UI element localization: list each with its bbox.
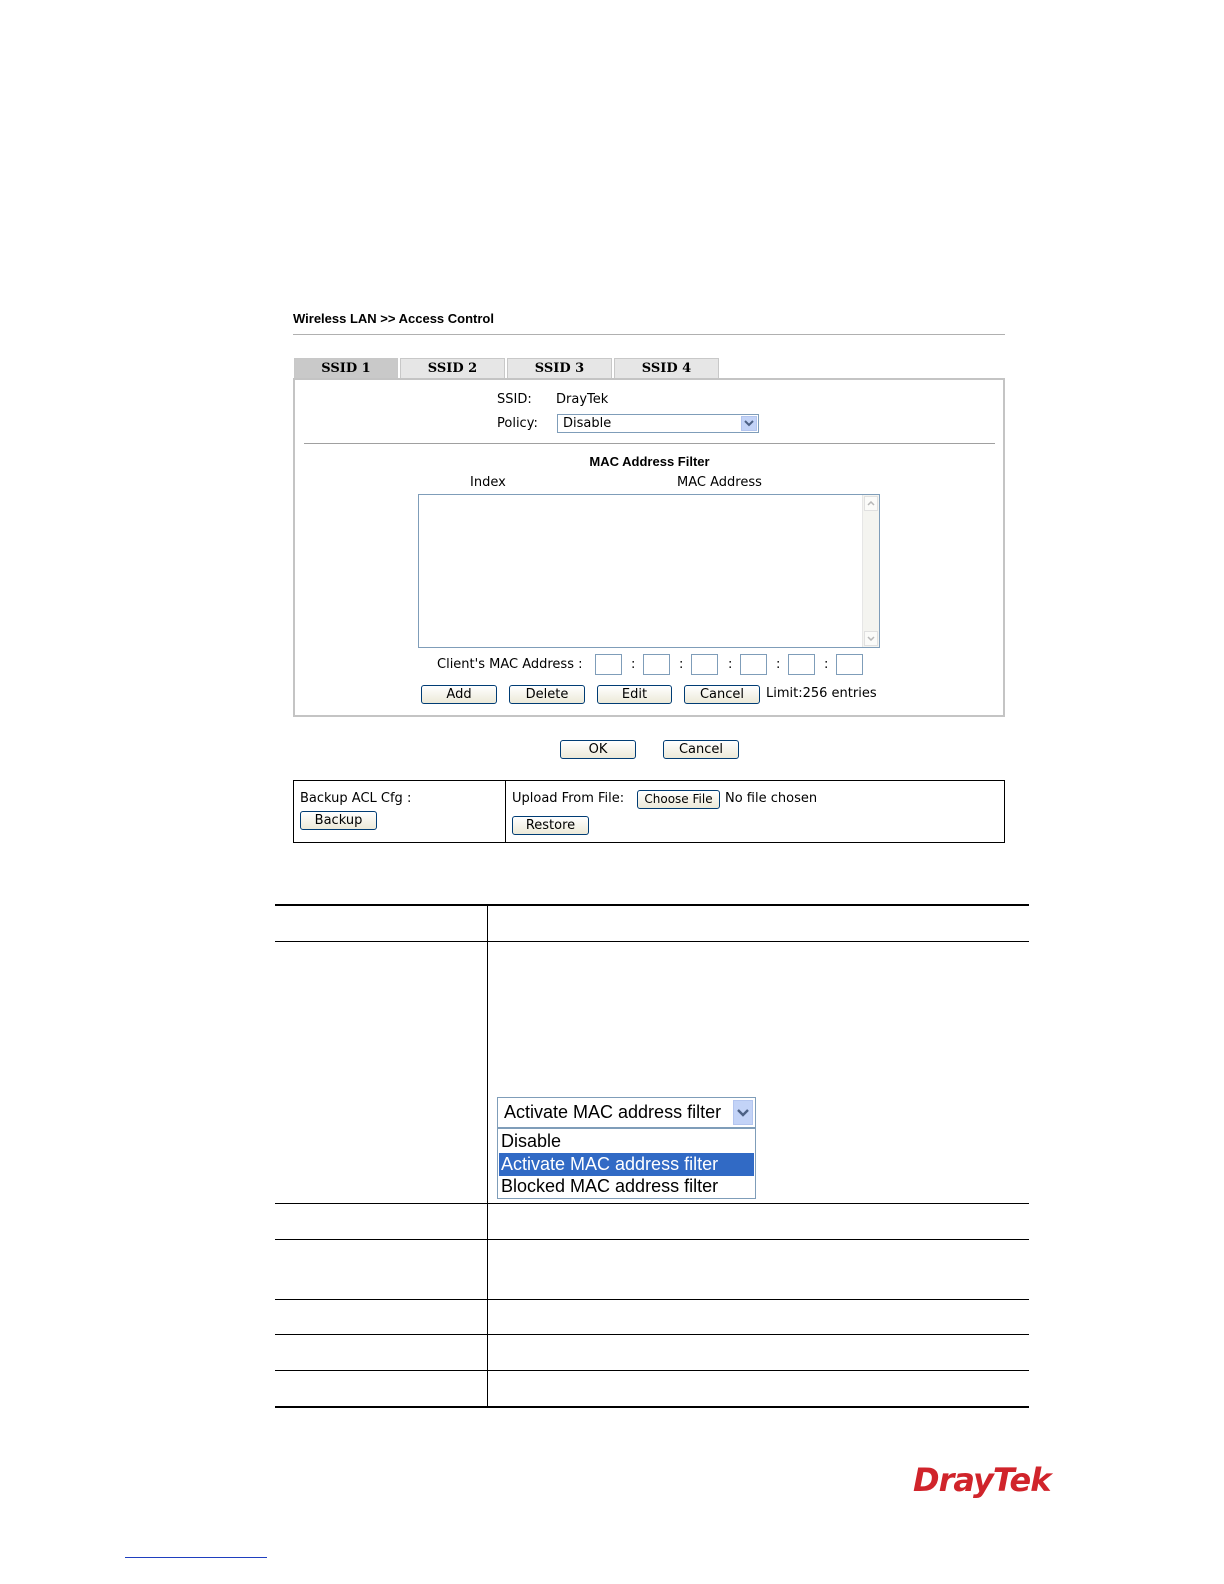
table-rule (275, 1334, 1029, 1335)
chevron-down-icon[interactable] (741, 416, 757, 431)
policy-dropdown-closed[interactable] (497, 1097, 756, 1128)
draytek-logo: DrayTek (913, 1461, 1051, 1499)
delete-button[interactable]: Delete (509, 685, 585, 704)
mac-separator: : (679, 657, 684, 672)
mac-separator: : (776, 657, 781, 672)
add-button[interactable]: Add (421, 685, 497, 704)
edit-button[interactable]: Edit (597, 685, 672, 704)
mac-octet-3-input[interactable] (691, 654, 718, 675)
client-mac-label: Client's MAC Address : (437, 657, 583, 672)
scrollbar[interactable] (862, 495, 879, 647)
divider (304, 443, 995, 444)
divider (505, 780, 506, 843)
backup-button[interactable]: Backup (300, 811, 377, 830)
policy-select[interactable] (557, 414, 759, 433)
mac-octet-2-input[interactable] (643, 654, 670, 675)
scroll-down-icon[interactable] (864, 631, 878, 646)
table-rule (275, 1239, 1029, 1240)
tab-ssid-1[interactable]: SSID 1 (294, 358, 398, 379)
option-blocked-mac-filter[interactable]: Blocked MAC address filter (501, 1176, 719, 1196)
mac-octet-4-input[interactable] (740, 654, 767, 675)
table-column-divider (487, 905, 488, 1407)
column-mac-header: MAC Address (677, 475, 762, 490)
ssid-label: SSID: (497, 392, 532, 407)
ssid-value: DrayTek (556, 392, 609, 407)
table-rule (275, 941, 1029, 942)
tab-ssid-4[interactable]: SSID 4 (614, 358, 719, 379)
ok-button[interactable]: OK (560, 740, 636, 759)
divider (293, 334, 1005, 335)
breadcrumb: Wireless LAN >> Access Control (293, 311, 494, 326)
cancel-button[interactable]: Cancel (663, 740, 739, 759)
table-rule (275, 1406, 1029, 1408)
mac-octet-5-input[interactable] (788, 654, 815, 675)
policy-dropdown-options (497, 1128, 756, 1199)
option-disable[interactable]: Disable (501, 1131, 562, 1151)
mac-address-list[interactable] (418, 494, 880, 648)
choose-file-button[interactable]: Choose File (637, 790, 720, 809)
tab-ssid-3[interactable]: SSID 3 (507, 358, 612, 379)
option-activate-mac-filter[interactable]: Activate MAC address filter (499, 1153, 754, 1176)
table-rule (275, 1370, 1029, 1371)
limit-text: Limit:256 entries (766, 686, 877, 701)
table-rule (275, 1203, 1029, 1204)
table-rule (275, 904, 1029, 906)
mac-filter-title: MAC Address Filter (589, 454, 710, 469)
policy-select-value: Disable (563, 416, 612, 431)
mac-separator: : (728, 657, 733, 672)
file-status-text: No file chosen (725, 791, 818, 806)
mac-separator: : (824, 657, 829, 672)
footer-link-underline (125, 1557, 267, 1558)
upload-label: Upload From File: (512, 791, 625, 806)
mac-octet-6-input[interactable] (836, 654, 863, 675)
mac-octet-1-input[interactable] (595, 654, 622, 675)
scroll-up-icon[interactable] (864, 496, 878, 511)
column-index-header: Index (470, 475, 506, 490)
chevron-down-icon[interactable] (733, 1100, 753, 1125)
policy-dropdown-illustration (497, 1097, 756, 1199)
backup-label: Backup ACL Cfg : (300, 791, 412, 806)
mac-separator: : (631, 657, 636, 672)
policy-dropdown-value: Activate MAC address filter (504, 1102, 722, 1122)
restore-button[interactable]: Restore (512, 816, 589, 835)
tab-ssid-2[interactable]: SSID 2 (400, 358, 505, 379)
policy-label: Policy: (497, 416, 538, 431)
table-rule (275, 1299, 1029, 1300)
cancel-entry-button[interactable]: Cancel (684, 685, 760, 704)
